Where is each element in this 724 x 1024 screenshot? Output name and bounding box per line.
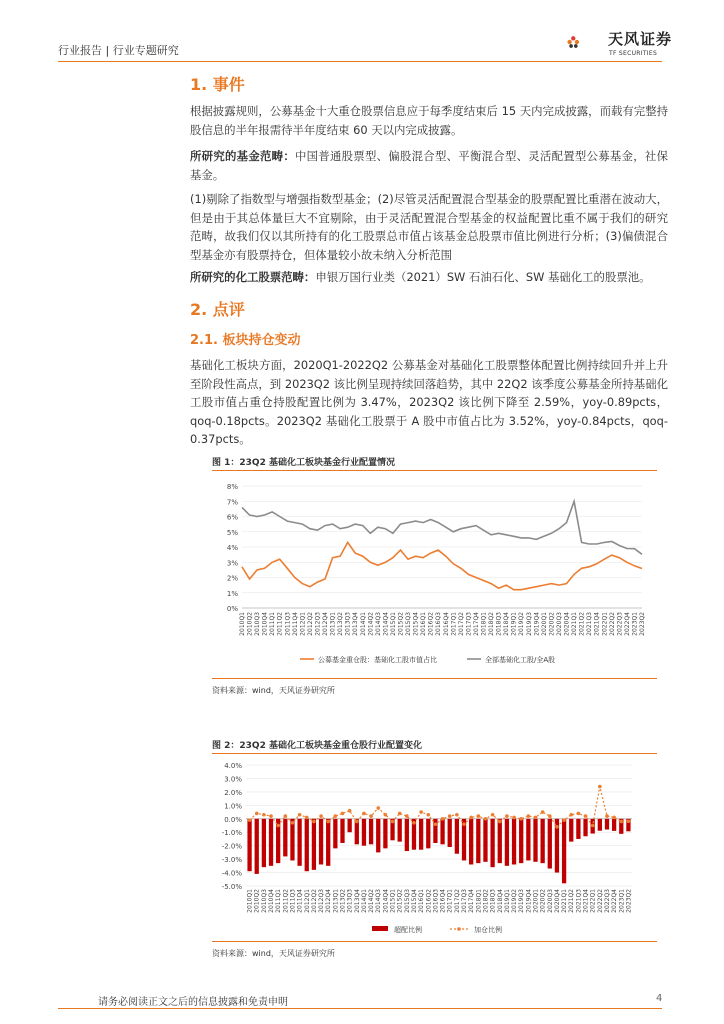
line-point-add-position — [455, 813, 459, 817]
line-point-add-position — [334, 814, 338, 818]
x-tick-label: 2020Q3 — [546, 889, 554, 913]
bar-overweight — [476, 819, 480, 863]
x-tick-label: 2021Q3 — [586, 612, 594, 636]
bar-overweight — [333, 819, 337, 849]
x-tick-label: 2013Q1 — [329, 612, 337, 636]
x-tick-label: 2012Q2 — [306, 612, 314, 636]
y-tick-label: 8% — [226, 483, 238, 491]
legend-swatch-marker — [457, 927, 461, 931]
section-1-paragraph-2 — [190, 147, 668, 184]
x-tick-label: 2011Q1 — [269, 612, 277, 636]
x-tick-label: 2017Q4 — [472, 612, 480, 636]
line-point-add-position — [369, 814, 373, 818]
line-point-add-position — [426, 813, 430, 817]
x-tick-label: 2015Q1 — [389, 889, 397, 913]
line-point-add-position — [598, 785, 602, 789]
report-category: 行业报告 | 行业专题研究 — [58, 44, 179, 57]
bar-overweight — [541, 819, 545, 863]
line-point-add-position — [434, 822, 438, 826]
line-point-add-position — [384, 813, 388, 817]
y-tick-label: 3.0% — [224, 775, 242, 784]
fund-scope-label: 所研究的基金范畴： — [190, 149, 295, 163]
x-tick-label: 2012Q1 — [303, 889, 311, 913]
x-tick-label: 2017Q2 — [457, 612, 465, 636]
y-tick-label: 4% — [226, 544, 238, 552]
x-tick-label: 2012Q1 — [299, 612, 307, 636]
x-tick-label: 2018Q4 — [503, 612, 511, 636]
line-point-add-position — [619, 820, 623, 824]
x-tick-label: 2021Q1 — [561, 889, 569, 913]
bar-overweight — [490, 819, 494, 867]
x-tick-label: 2021Q1 — [571, 612, 579, 636]
bar-overweight — [262, 819, 266, 867]
line-point-add-position — [255, 812, 259, 816]
series-line-market-chemical — [242, 501, 642, 554]
x-tick-label: 2014Q1 — [359, 612, 367, 636]
x-tick-label: 2022Q4 — [623, 612, 631, 636]
x-tick-label: 2020Q1 — [532, 889, 540, 913]
x-tick-label: 2023Q1 — [618, 889, 626, 913]
bar-overweight — [526, 819, 530, 861]
line-point-add-position — [398, 812, 402, 816]
x-tick-label: 2018Q3 — [489, 889, 497, 913]
line-point-add-position — [512, 816, 516, 820]
footer-rule — [58, 1008, 662, 1009]
line-point-add-position — [519, 817, 523, 821]
y-tick-label: 1% — [226, 589, 238, 598]
line-point-add-position — [391, 820, 395, 824]
x-tick-label: 2019Q2 — [511, 889, 519, 913]
bar-overweight — [483, 819, 487, 862]
x-tick-label: 2015Q4 — [412, 612, 420, 636]
y-tick-label: -4.0% — [221, 869, 242, 878]
x-tick-label: 2017Q2 — [453, 889, 461, 913]
section-1-paragraph-3: (1)剔除了指数型与增强指数型基金；(2)尽管灵活配置混合型基金的股票配置比重潜在波动大，但是由于其总体量巨大不宜剔除，由于灵活配置混合型基金的权益配置比重不属于我们的研究范畴，故我们仅以其所持有的化工股票总市值占该基金总股票市值比例进行分析；(3)偏债混合型基金亦有股票持仓，但体量较小故未纳入分析范围 — [190, 192, 668, 262]
x-tick-label: 2016Q2 — [425, 889, 433, 913]
x-tick-label: 2020Q3 — [555, 612, 563, 636]
line-point-add-position — [577, 812, 581, 816]
x-tick-label: 2019Q4 — [533, 612, 541, 636]
y-tick-label: 3% — [226, 559, 238, 568]
x-tick-label: 2013Q1 — [332, 889, 340, 913]
bar-overweight — [319, 819, 323, 865]
x-tick-label: 2023Q2 — [625, 889, 633, 913]
bar-overweight — [348, 819, 352, 832]
legend-label: 公募基金重仓股：基础化工股市值占比 — [318, 656, 437, 664]
section-2-1-title: 2.1. 板块持仓变动 — [190, 333, 301, 348]
x-tick-label: 2017Q1 — [446, 889, 454, 913]
line-point-add-position — [419, 810, 423, 814]
section-2-paragraph-1: 基础化工板块方面，2020Q1-2022Q2 公募基金对基础化工股票整体配置比例持续回升并上升至阶段性高点，到 2023Q2 该比例呈现持续回落趋势，其中 22Q2 该季度公募基金所持基础化工股市值占重仓持股配置比例为 3.47%，2023Q2 该比例下降至 2.59%，yoy-0.89pcts，qoq-0.18pcts。2023Q2 基础化工股票于 A 股中市值占比为 3.52%，yoy-0.84pcts，qoq-0.37pcts。 — [190, 358, 668, 446]
section-1-paragraph-4 — [190, 268, 668, 287]
line-point-add-position — [527, 814, 531, 818]
footer-disclaimer: 请务必阅读正文之后的信息披露和免责申明 — [98, 997, 288, 1008]
x-tick-label: 2019Q2 — [518, 612, 526, 636]
x-tick-label: 2022Q1 — [601, 612, 609, 636]
x-tick-label: 2018Q4 — [496, 889, 504, 913]
figure-2-title: 图 2：23Q2 基础化工板块基金重仓股行业配置变化 — [212, 741, 422, 751]
figure-1-source: 资料来源：wind，天风证券研究所 — [212, 686, 335, 695]
line-point-add-position — [341, 812, 345, 816]
bar-overweight — [426, 819, 430, 849]
x-tick-label: 2011Q4 — [291, 612, 299, 636]
x-tick-label: 2020Q2 — [548, 612, 556, 636]
x-tick-label: 2012Q4 — [325, 889, 333, 913]
x-tick-label: 2014Q4 — [382, 612, 390, 636]
x-tick-label: 2019Q1 — [503, 889, 511, 913]
logo-text-en: TF SECURITIES — [609, 50, 658, 57]
x-tick-label: 2015Q3 — [405, 612, 413, 636]
x-tick-label: 2013Q4 — [353, 889, 361, 913]
bar-overweight — [376, 819, 380, 853]
x-tick-label: 2019Q4 — [525, 889, 533, 913]
x-tick-label: 2016Q4 — [442, 612, 450, 636]
line-point-add-position — [534, 816, 538, 820]
line-point-add-position — [312, 820, 316, 824]
bar-overweight — [369, 819, 373, 845]
x-tick-label: 2014Q4 — [382, 889, 390, 913]
x-tick-label: 2010Q1 — [246, 889, 254, 913]
logo-text-cn: 天风证券 — [608, 30, 673, 48]
line-point-add-position — [498, 820, 502, 824]
x-tick-label: 2010Q3 — [260, 889, 268, 913]
bar-overweight — [383, 819, 387, 849]
bar-overweight — [605, 819, 609, 830]
figure-1-title: 图 1：23Q2 基础化工板块基金行业配置情况 — [212, 458, 395, 468]
line-point-add-position — [276, 824, 280, 828]
bar-overweight — [519, 819, 523, 863]
x-tick-label: 2021Q2 — [568, 889, 576, 913]
bar-overweight — [598, 819, 602, 831]
stock-scope-text: 申银万国行业类（2021）SW 石油石化、SW 基础化工的股票池。 — [315, 270, 651, 284]
line-point-add-position — [248, 818, 252, 822]
line-point-add-position — [477, 814, 481, 818]
bar-overweight — [297, 819, 301, 866]
figure-2-bottom-rule — [212, 941, 657, 942]
line-point-add-position — [584, 814, 588, 818]
y-tick-label: 0.0% — [224, 815, 242, 824]
bar-overweight — [562, 819, 566, 884]
y-tick-label: 0% — [226, 605, 238, 613]
x-tick-label: 2016Q4 — [439, 889, 447, 913]
x-tick-label: 2017Q1 — [450, 612, 458, 636]
x-tick-label: 2015Q4 — [410, 889, 418, 913]
x-tick-label: 2015Q1 — [389, 612, 397, 636]
figure-1-bottom-rule — [212, 678, 657, 679]
bar-overweight — [455, 819, 459, 854]
line-point-add-position — [569, 813, 573, 817]
x-tick-label: 2011Q1 — [275, 889, 283, 913]
figure-2-chart — [212, 755, 657, 940]
y-tick-label: 4.0% — [224, 762, 242, 770]
section-2-title: 2. 点评 — [190, 300, 245, 319]
bar-overweight — [305, 819, 309, 871]
line-point-add-position — [541, 810, 545, 814]
x-tick-label: 2020Q4 — [553, 889, 561, 913]
y-tick-label: 2.0% — [224, 788, 242, 797]
x-tick-label: 2013Q2 — [337, 612, 345, 636]
x-tick-label: 2019Q3 — [525, 612, 533, 636]
x-tick-label: 2016Q3 — [435, 612, 443, 636]
fund-scope-text: 中国普通股票型、偏股混合型、平衡混合型、灵活配置型公募基金，社保基金。 — [190, 149, 668, 182]
bar-overweight — [448, 819, 452, 847]
x-tick-label: 2012Q3 — [318, 889, 326, 913]
x-tick-label: 2022Q2 — [596, 889, 604, 913]
x-tick-label: 2020Q4 — [563, 612, 571, 636]
bar-overweight — [398, 819, 402, 842]
y-tick-label: 7% — [226, 498, 238, 507]
line-point-add-position — [376, 806, 380, 810]
legend-label: 超配比例 — [394, 926, 422, 934]
x-tick-label: 2022Q2 — [608, 612, 616, 636]
line-point-add-position — [262, 813, 266, 817]
company-logo-icon — [566, 22, 606, 62]
x-tick-label: 2018Q3 — [495, 612, 503, 636]
x-tick-label: 2016Q2 — [427, 612, 435, 636]
line-point-add-position — [291, 821, 295, 825]
y-tick-label: -2.0% — [221, 842, 242, 851]
x-tick-label: 2018Q2 — [482, 889, 490, 913]
x-tick-label: 2015Q2 — [396, 889, 404, 913]
page-number: 4 — [656, 993, 663, 1004]
y-tick-label: 1.0% — [224, 802, 242, 811]
bar-overweight — [612, 819, 616, 831]
x-tick-label: 2016Q3 — [432, 889, 440, 913]
x-tick-label: 2010Q2 — [246, 612, 254, 636]
x-tick-label: 2012Q3 — [314, 612, 322, 636]
x-tick-label: 2014Q3 — [374, 612, 382, 636]
x-tick-label: 2017Q3 — [461, 889, 469, 913]
bar-overweight — [512, 819, 516, 865]
bar-overweight — [326, 819, 330, 866]
line-point-add-position — [355, 820, 359, 824]
x-tick-label: 2014Q2 — [368, 889, 376, 913]
x-tick-label: 2013Q2 — [339, 889, 347, 913]
figure-2-rule — [212, 753, 657, 754]
x-tick-label: 2017Q3 — [465, 612, 473, 636]
bar-overweight — [533, 819, 537, 862]
bar-overweight — [569, 819, 573, 842]
x-tick-label: 2022Q1 — [589, 889, 597, 913]
x-tick-label: 2011Q3 — [284, 612, 292, 636]
y-tick-label: -3.0% — [221, 856, 242, 865]
x-tick-label: 2014Q2 — [367, 612, 375, 636]
bar-overweight — [405, 819, 409, 851]
line-point-add-position — [555, 825, 559, 829]
x-tick-label: 2019Q1 — [510, 612, 518, 636]
bar-overweight — [362, 819, 366, 846]
x-tick-label: 2012Q2 — [310, 889, 318, 913]
bar-overweight — [583, 819, 587, 836]
line-point-add-position — [269, 814, 273, 818]
x-tick-label: 2022Q3 — [603, 889, 611, 913]
legend-label: 全部基础化工股/全A股 — [485, 656, 556, 664]
line-point-add-position — [405, 814, 409, 818]
series-line-fund-chemical — [242, 542, 642, 589]
bar-overweight — [548, 819, 552, 869]
bar-overweight — [498, 819, 502, 863]
line-point-add-position — [305, 816, 309, 820]
line-point-add-position — [491, 813, 495, 817]
legend-swatch — [372, 926, 388, 931]
y-tick-label: -1.0% — [221, 829, 242, 838]
x-tick-label: 2017Q4 — [468, 889, 476, 913]
x-tick-label: 2018Q2 — [488, 612, 496, 636]
y-tick-label: 6% — [226, 513, 238, 522]
figure-1-rule — [212, 470, 657, 471]
x-tick-label: 2021Q3 — [575, 889, 583, 913]
x-tick-label: 2018Q1 — [475, 889, 483, 913]
line-point-add-position — [591, 824, 595, 828]
x-tick-label: 2016Q1 — [420, 612, 428, 636]
stock-scope-label: 所研究的化工股票范畴： — [190, 270, 316, 284]
line-point-add-position — [298, 813, 302, 817]
x-tick-label: 2021Q2 — [578, 612, 586, 636]
line-point-add-position — [462, 822, 466, 826]
line-point-add-position — [562, 818, 566, 822]
y-tick-label: 2% — [226, 574, 238, 583]
x-tick-label: 2011Q4 — [296, 889, 304, 913]
bar-overweight — [469, 819, 473, 865]
x-tick-label: 2016Q1 — [418, 889, 426, 913]
x-tick-label: 2010Q1 — [239, 612, 246, 636]
x-tick-label: 2020Q2 — [539, 889, 547, 913]
line-point-add-position — [469, 816, 473, 820]
line-point-add-position — [348, 809, 352, 813]
x-tick-label: 2020Q1 — [540, 612, 548, 636]
x-tick-label: 2021Q4 — [593, 612, 601, 636]
line-point-add-position — [284, 814, 288, 818]
line-point-add-position — [319, 814, 323, 818]
x-tick-label: 2011Q3 — [289, 889, 297, 913]
x-tick-label: 2015Q2 — [397, 612, 405, 636]
x-tick-label: 2011Q2 — [276, 612, 284, 636]
legend-label: 加仓比例 — [474, 926, 502, 934]
x-tick-label: 2011Q2 — [282, 889, 290, 913]
bar-overweight — [419, 819, 423, 850]
x-tick-label: 2022Q4 — [611, 889, 619, 913]
figure-2-source: 资料来源：wind，天风证券研究所 — [212, 949, 335, 958]
y-tick-label: 5% — [226, 528, 238, 537]
bar-overweight — [440, 819, 444, 845]
x-tick-label: 2013Q3 — [346, 889, 354, 913]
line-point-add-position — [326, 820, 330, 824]
x-tick-label: 2010Q3 — [254, 612, 262, 636]
x-tick-label: 2012Q4 — [322, 612, 330, 636]
x-tick-label: 2014Q1 — [360, 889, 368, 913]
bar-overweight — [312, 819, 316, 870]
bar-overweight — [283, 819, 287, 857]
section-1-paragraph-1: 根据披露规则，公募基金十大重仓股票信息应于每季度结束后 15 天内完成披露，而载有完整持股信息的半年报需待半年度结束 60 天以内完成披露。 — [190, 104, 668, 137]
x-tick-label: 2021Q4 — [582, 889, 590, 913]
line-point-add-position — [362, 812, 366, 816]
x-tick-label: 2010Q4 — [268, 889, 276, 913]
line-point-add-position — [548, 814, 552, 818]
bar-overweight — [340, 819, 344, 843]
bar-overweight — [576, 819, 580, 839]
line-point-add-position — [627, 819, 631, 823]
section-1-title: 1. 事件 — [190, 75, 245, 94]
x-tick-label: 2023Q1 — [631, 612, 639, 636]
line-point-add-position — [605, 814, 609, 818]
bar-overweight — [290, 819, 294, 861]
x-tick-label: 2018Q1 — [480, 612, 488, 636]
line-point-add-position — [612, 816, 616, 820]
x-tick-label: 2019Q3 — [518, 889, 526, 913]
line-point-add-position — [412, 821, 416, 825]
x-tick-label: 2023Q2 — [639, 612, 646, 636]
line-point-add-position — [441, 817, 445, 821]
x-tick-label: 2013Q3 — [344, 612, 352, 636]
bar-overweight — [505, 819, 509, 866]
x-tick-label: 2010Q2 — [253, 889, 261, 913]
x-tick-label: 2015Q3 — [403, 889, 411, 913]
line-point-add-position — [448, 814, 452, 818]
x-tick-label: 2022Q3 — [616, 612, 624, 636]
y-tick-label: -5.0% — [221, 883, 242, 891]
x-tick-label: 2013Q4 — [352, 612, 360, 636]
bar-overweight — [247, 819, 251, 871]
line-point-add-position — [484, 817, 488, 821]
line-point-add-position — [505, 814, 509, 818]
bar-overweight — [255, 819, 259, 874]
figure-1-chart — [212, 474, 657, 674]
x-tick-label: 2014Q3 — [375, 889, 383, 913]
bar-overweight — [269, 819, 273, 866]
x-tick-label: 2010Q4 — [261, 612, 269, 636]
